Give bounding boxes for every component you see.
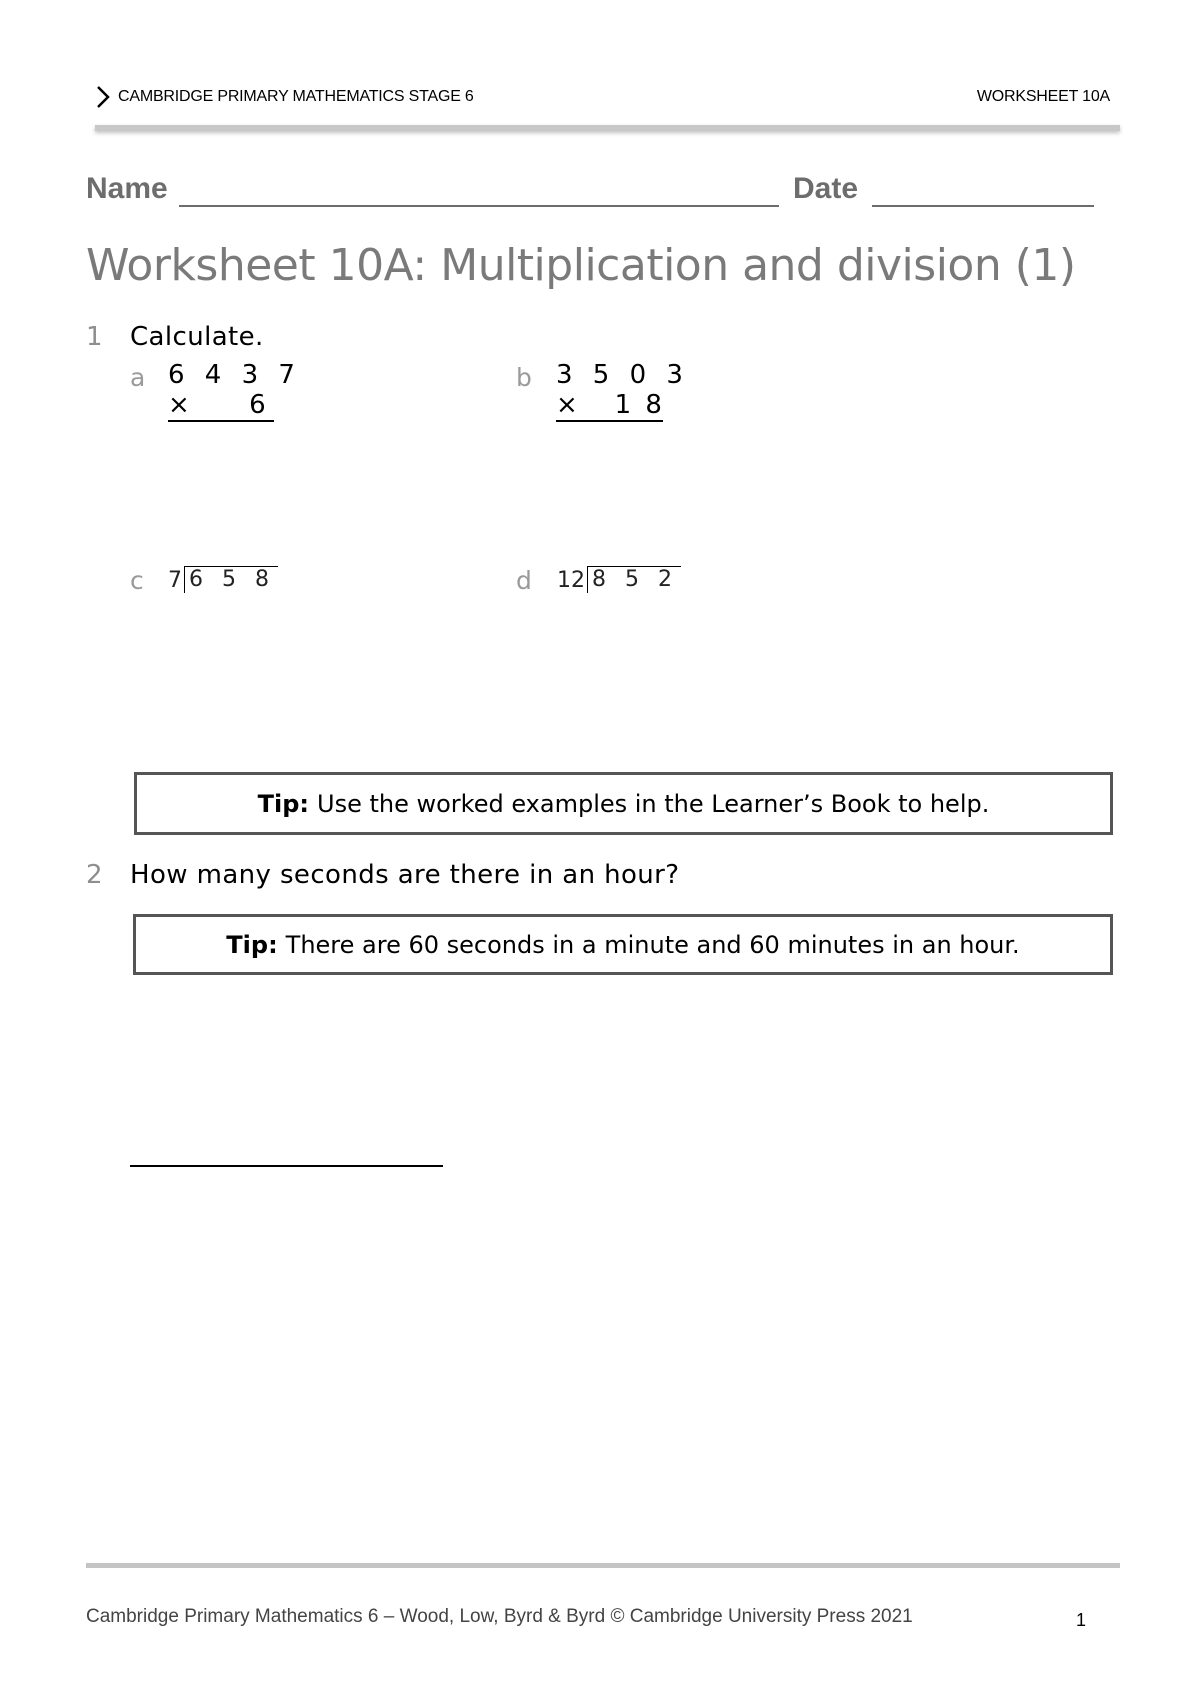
part-d-label: d xyxy=(516,566,532,595)
name-label: Name xyxy=(86,172,168,205)
multiplication-a xyxy=(168,360,301,422)
part-a-label: a xyxy=(130,363,146,392)
tip-1-text: Use the worked examples in the Learner’s Book to help. xyxy=(317,789,990,818)
division-c-divisor: 7 xyxy=(168,568,182,593)
part-c-label: c xyxy=(130,566,144,595)
worksheet-title: Worksheet 10A: Multiplication and division (1) xyxy=(86,240,1076,291)
division-d xyxy=(557,566,681,593)
division-d-dividend: 8 5 2 xyxy=(587,566,681,593)
header-divider xyxy=(95,125,1120,131)
multiplication-b-top: 3 5 0 3 xyxy=(556,360,689,390)
tip-box-2 xyxy=(133,914,1113,975)
worksheet-header: WORKSHEET 10A xyxy=(976,88,1110,105)
question-2-text: How many seconds are there in an hour? xyxy=(130,860,680,890)
date-label: Date xyxy=(793,172,859,205)
chevron-right-icon xyxy=(94,84,114,110)
multiplication-b-bottom: × 1 8 xyxy=(556,390,665,420)
division-d-divisor: 12 xyxy=(557,568,585,593)
page-number: 1 xyxy=(1076,1610,1087,1630)
question-2-number: 2 xyxy=(86,860,103,890)
division-c-dividend: 6 5 8 xyxy=(184,566,278,593)
multiplication-b xyxy=(556,360,689,422)
tip-2-label: Tip: xyxy=(226,930,278,959)
series-header: CAMBRIDGE PRIMARY MATHEMATICS STAGE 6 xyxy=(118,88,474,105)
question-1-text: Calculate. xyxy=(130,322,264,352)
date-line xyxy=(872,205,1094,207)
answer-line xyxy=(130,1165,443,1167)
division-c xyxy=(168,566,278,593)
part-b-label: b xyxy=(516,363,532,392)
name-line xyxy=(179,205,779,207)
tip-box-1 xyxy=(134,772,1113,835)
multiplication-a-top: 6 4 3 7 xyxy=(168,360,301,390)
question-1-number: 1 xyxy=(86,322,103,352)
tip-1-label: Tip: xyxy=(257,789,309,818)
multiplication-a-bottom: × 6 xyxy=(168,390,274,422)
tip-2-text: There are 60 seconds in a minute and 60 minutes in an hour. xyxy=(285,930,1020,959)
footer-credit: Cambridge Primary Mathematics 6 – Wood, Low, Byrd & Byrd © Cambridge University Press 2021 xyxy=(86,1606,913,1627)
footer-divider xyxy=(86,1563,1120,1568)
